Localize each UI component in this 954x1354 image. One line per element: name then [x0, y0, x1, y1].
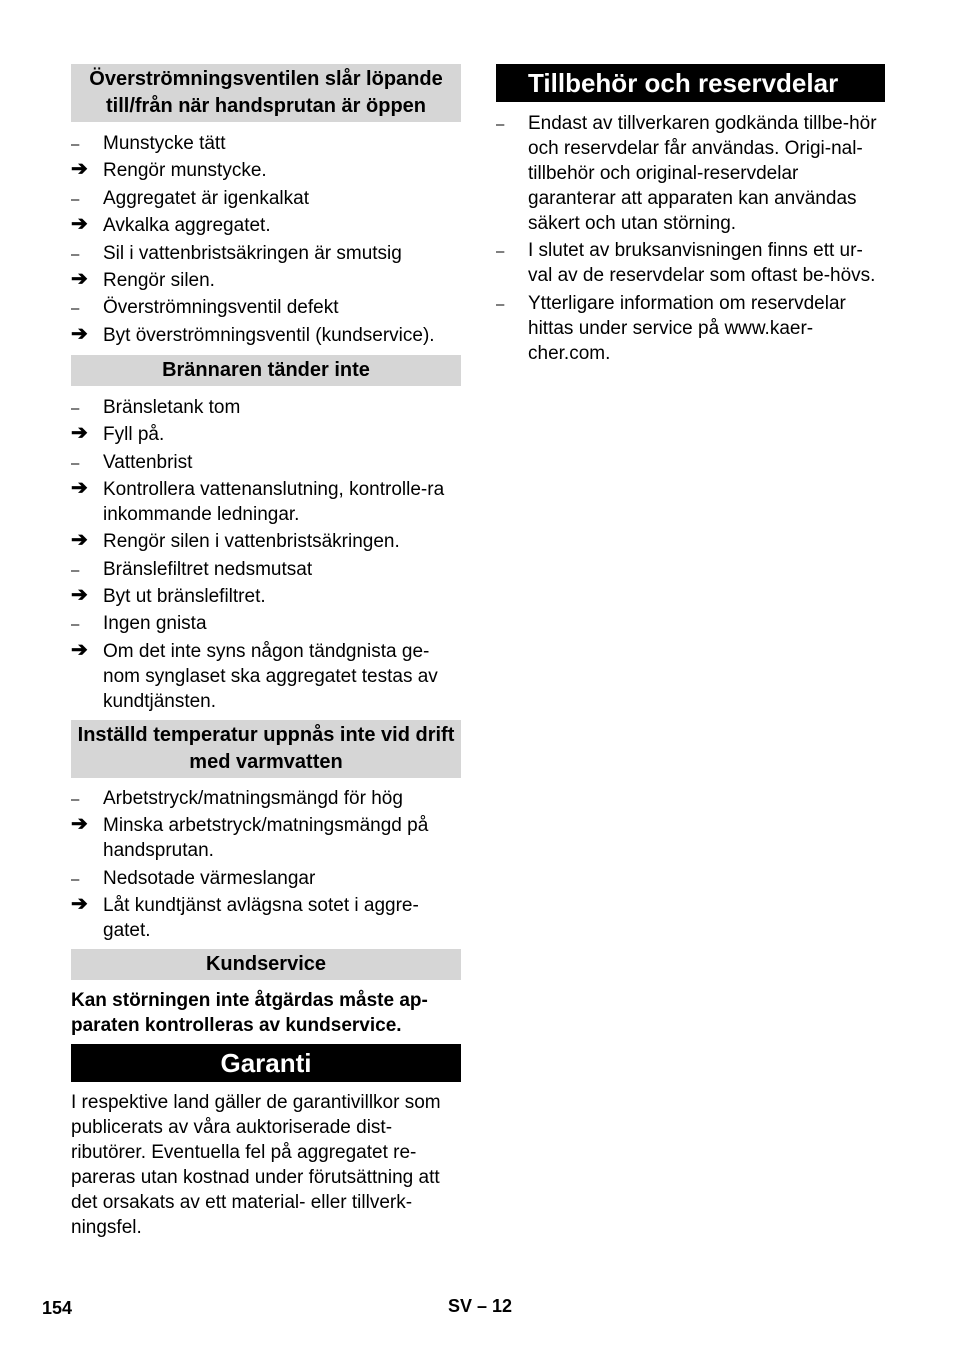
dash-icon: –: [71, 399, 80, 417]
item-text: Rengör silen.: [103, 269, 215, 291]
action-item: [71, 529, 461, 554]
customer-service-note: Kan störningen inte åtgärdas måste ap-paraten kontrolleras av kundservice.: [71, 990, 428, 1037]
dash-icon: –: [71, 870, 80, 888]
item-text: Bränslefiltret nedsmutsat: [103, 558, 313, 580]
dash-icon: –: [496, 295, 505, 313]
action-item: [71, 893, 461, 943]
item-text: Nedsotade värmeslangar: [103, 867, 316, 889]
troubleshooting-list-temperature: [71, 786, 461, 943]
cause-item: [496, 238, 885, 288]
item-text: Överströmningsventil defekt: [103, 297, 339, 319]
item-text: Byt överströmningsventil (kundservice).: [103, 324, 435, 346]
item-text: Minska arbetstryck/matningsmängd på handsprutan.: [103, 815, 429, 862]
accessories-heading: Tillbehör och reservdelar: [496, 64, 885, 102]
arrow-right-icon: ➔: [71, 322, 88, 345]
dash-icon: –: [71, 616, 80, 634]
cause-item: [71, 186, 461, 211]
dash-icon: –: [71, 790, 80, 808]
item-text: I slutet av bruksanvisningen finns ett ur-val av de reservdelar som oftast be-hövs.: [528, 240, 876, 287]
dash-icon: –: [71, 454, 80, 472]
dash-icon: –: [496, 116, 505, 133]
dash-icon: –: [71, 300, 80, 318]
action-item: [71, 268, 461, 293]
cause-item: [71, 866, 461, 891]
cause-item: [496, 111, 885, 236]
warranty-heading: Garanti: [71, 1044, 461, 1082]
dash-icon: –: [71, 136, 80, 153]
arrow-right-icon: ➔: [71, 584, 88, 607]
item-text: Ingen gnista: [103, 613, 207, 635]
arrow-right-icon: ➔: [71, 529, 88, 552]
item-text: Vattenbrist: [103, 451, 193, 473]
arrow-right-icon: ➔: [71, 893, 88, 916]
arrow-right-icon: ➔: [71, 422, 88, 445]
action-item: [71, 477, 461, 527]
accessories-list: [496, 111, 885, 366]
cause-item: [71, 611, 461, 636]
action-item: [71, 323, 461, 348]
troubleshooting-list-overflow-valve: [71, 131, 461, 348]
dash-icon: –: [496, 243, 505, 261]
troubleshooting-list-burner: [71, 395, 461, 714]
item-text: Om det inte syns någon tändgnista ge-nom synglaset ska aggregatet testas av kundtjänsten.: [103, 640, 438, 712]
page-number: 154: [42, 1298, 73, 1318]
item-text: Endast av tillverkaren godkända tillbe-hör och reservdelar får användas. Origi-nal-tillbehör och original-reservdelar garanterar att apparaten kan användas säkert och utan störning.: [528, 113, 877, 234]
item-text: Bränsletank tom: [103, 396, 241, 418]
action-item: [71, 639, 461, 714]
left-column: [71, 64, 461, 1240]
cause-item: [71, 395, 461, 420]
arrow-right-icon: ➔: [71, 213, 88, 236]
item-text: Kontrollera vattenanslutning, kontrolle-ra inkommande ledningar.: [103, 478, 445, 525]
action-item: [71, 213, 461, 238]
cause-item: [71, 786, 461, 811]
section-heading-overflow-valve: Överströmningsventilen slår löpande till/från när handsprutan är öppen: [71, 64, 461, 122]
section-heading-temperature: Inställd temperatur uppnås inte vid drift med varmvatten: [71, 720, 461, 778]
section-heading-burner: Brännaren tänder inte: [71, 355, 461, 386]
item-text: Aggregatet är igenkalkat: [103, 187, 309, 209]
warranty-text: I respektive land gäller de garantivillkor som publicerats av våra auktoriserade dist-ributörer. Eventuella fel på aggregatet re-pareras utan kostnad under förutsättning att det orsakats av ett material- eller tillverk-ningsfel.: [71, 1092, 441, 1239]
item-text: Fyll på.: [103, 424, 165, 446]
item-text: Avkalka aggregatet.: [103, 215, 271, 237]
dash-icon: –: [71, 190, 80, 208]
item-text: Byt ut bränslefiltret.: [103, 586, 266, 608]
item-text: Rengör munstycke.: [103, 160, 267, 182]
item-text: Ytterligare information om reservdelar hittas under service på www.kaer-cher.com.: [528, 292, 846, 364]
arrow-right-icon: ➔: [71, 267, 88, 290]
language-page-label: SV – 12: [448, 1296, 513, 1316]
item-text: Låt kundtjänst avlägsna sotet i aggre-gatet.: [103, 895, 419, 942]
action-item: [71, 158, 461, 183]
cause-item: [496, 291, 885, 366]
cause-item: [71, 295, 461, 320]
section-heading-customer-service: Kundservice: [71, 949, 461, 980]
dash-icon: –: [71, 561, 80, 579]
arrow-right-icon: ➔: [71, 638, 88, 661]
item-text: Rengör silen i vattenbristsäkringen.: [103, 531, 400, 553]
arrow-right-icon: ➔: [71, 158, 88, 181]
cause-item: [71, 450, 461, 475]
item-text: Sil i vattenbristsäkringen är smutsig: [103, 242, 402, 264]
action-item: [71, 813, 461, 863]
arrow-right-icon: ➔: [71, 813, 88, 836]
cause-item: [71, 131, 461, 156]
cause-item: [71, 241, 461, 266]
item-text: Arbetstryck/matningsmängd för hög: [103, 787, 403, 809]
dash-icon: –: [71, 245, 80, 263]
arrow-right-icon: ➔: [71, 476, 88, 499]
item-text: Munstycke tätt: [103, 133, 226, 154]
right-column: [496, 64, 885, 368]
action-item: [71, 422, 461, 447]
cause-item: [71, 557, 461, 582]
action-item: [71, 584, 461, 609]
